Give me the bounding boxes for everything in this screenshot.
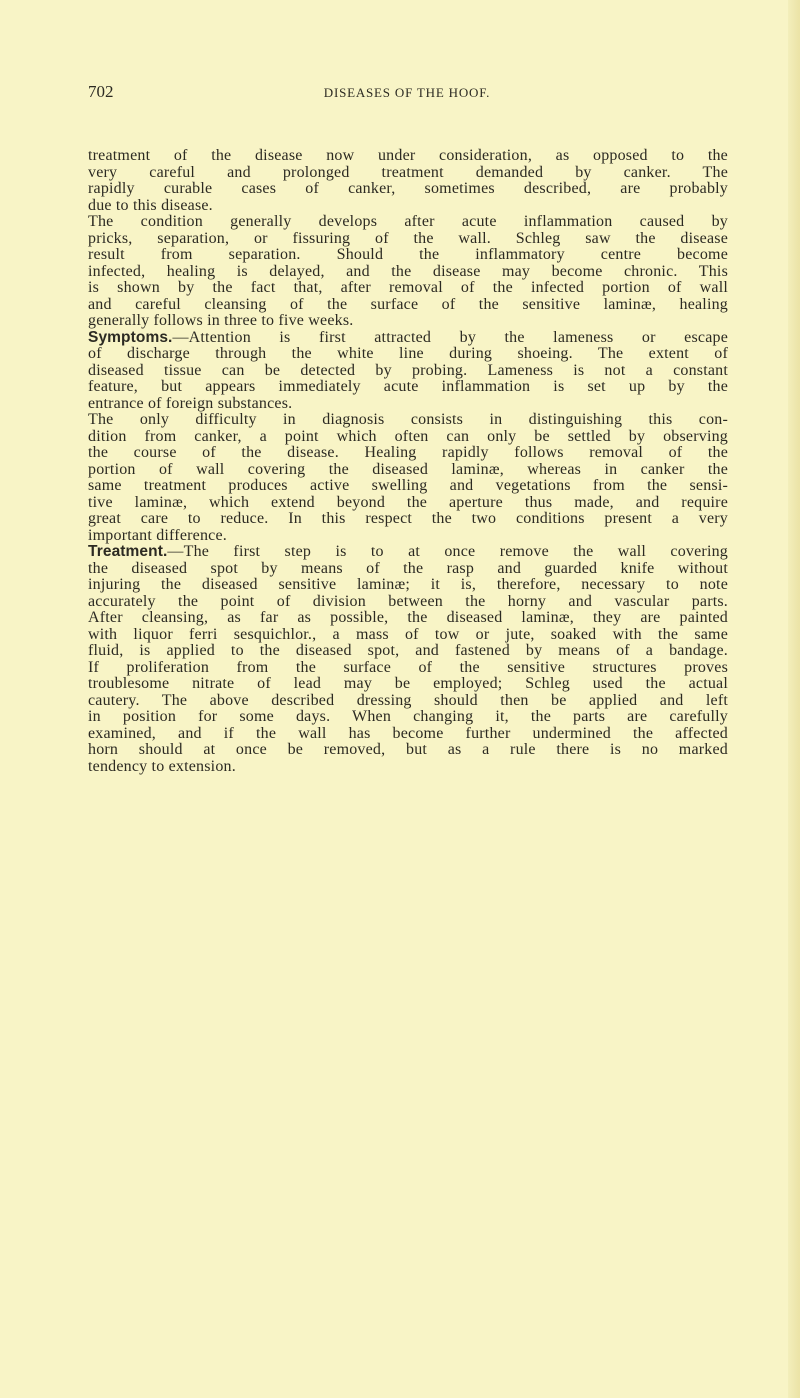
text-line: great care to reduce. In this respect the two conditions present a very [88,510,728,527]
text-line: diseased tissue can be detected by probing. Lameness is not a constant [88,361,728,379]
text-line: feature, but appears immediately acute inflammation is set up by the [88,378,728,395]
symptoms-line [88,330,728,347]
text-line: entrance of foreign substances. [88,394,293,412]
text-line: generally follows in three to five weeks. [88,312,354,329]
text-line: rapidly curable cases of canker, sometimes described, are probably [88,180,728,197]
text-line: the course of the disease. Healing rapidly follows removal of the [88,444,728,461]
text-line: of discharge through the white line during shoeing. The extent of [88,345,728,362]
text-line: treatment of the disease now under consideration, as opposed to the [88,147,728,164]
body-text [88,148,728,775]
text-line: result from separation. Should the inflammatory centre become [88,246,728,263]
running-title: DISEASES OF THE HOOF. [323,85,491,100]
text-line: very careful and prolonged treatment demanded by canker. The [88,163,728,181]
page-number: 702 [88,82,114,101]
text-fragment: —The first step is to at once remove the wall covering [167,543,728,560]
text-line: with liquor ferri sesquichlor., a mass of tow or jute, soaked with the same [88,625,728,643]
text-line: troublesome nitrate of lead may be employed; Schleg used the actual [88,675,728,692]
text-line: After cleansing, as far as possible, the diseased laminæ, they are painted [88,609,728,626]
text-line: in position for some days. When changing it, the parts are carefully [88,708,728,725]
text-line: portion of wall covering the diseased laminæ, whereas in canker the [88,460,728,478]
text-line: injuring the diseased sensitive laminæ; it is, therefore, necessary to note [88,576,728,593]
text-line: The condition generally develops after acute inflammation caused by [88,213,728,230]
text-line: fluid, is applied to the diseased spot, and fastened by means of a bandage. [88,642,728,659]
text-line: dition from canker, a point which often can only be settled by observing [88,427,728,445]
text-fragment: —Attention is first attracted by the lameness or escape [172,328,728,346]
text-line: and careful cleansing of the surface of the sensitive laminæ, healing [88,295,728,313]
treatment-line [88,544,728,561]
text-line: due to this disease. [88,196,213,214]
page-edge [788,0,800,1398]
section-heading-symptoms: Symptoms. [88,328,173,346]
text-line: same treatment produces active swelling and vegetations from the sensi- [88,477,728,494]
text-line: horn should at once be removed, but as a rule there is no marked [88,741,728,758]
text-line: infected, healing is delayed, and the disease may become chronic. This [88,262,728,280]
text-line: If proliferation from the surface of the sensitive structures proves [88,658,728,676]
text-line: tive laminæ, which extend beyond the aperture thus made, and require [88,493,728,511]
text-line: important difference. [88,526,227,544]
text-line: is shown by the fact that, after removal of the infected portion of wall [88,279,728,296]
text-line: examined, and if the wall has become further undermined the affected [88,724,728,742]
text-line: cautery. The above described dressing should then be applied and left [88,691,728,709]
text-line: pricks, separation, or fissuring of the wall. Schleg saw the disease [88,229,728,247]
text-line: tendency to extension. [88,757,236,775]
text-line: The only difficulty in diagnosis consists in distinguishing this con- [88,411,728,428]
text-line: the diseased spot by means of the rasp and guarded knife without [88,559,728,577]
section-heading-treatment: Treatment. [88,543,168,560]
text-line: accurately the point of division between the horny and vascular parts. [88,592,728,610]
